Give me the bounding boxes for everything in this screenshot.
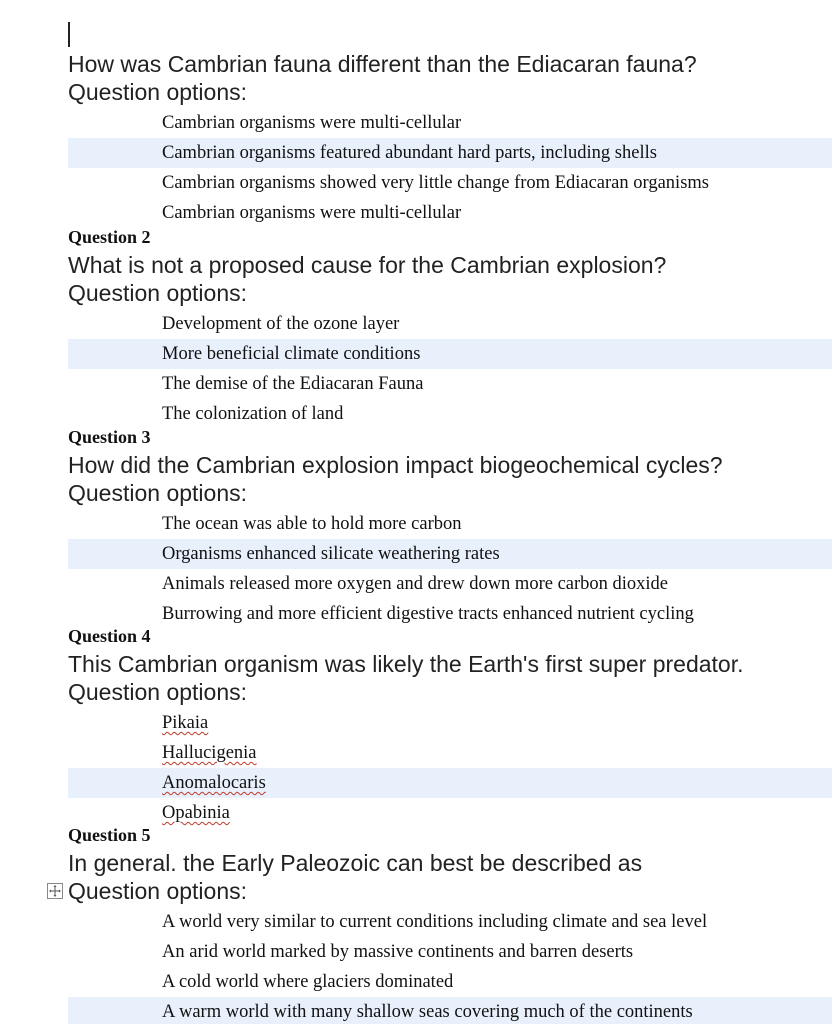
options-list: [68, 108, 832, 228]
question-text: In general. the Early Paleozoic can best be described as: [68, 850, 643, 876]
option-item[interactable]: [68, 708, 832, 738]
question-options-label: Question options:: [68, 679, 248, 705]
options-list: [68, 309, 832, 429]
question-options-label: Question options:: [68, 480, 248, 506]
table-move-handle-icon[interactable]: [47, 883, 63, 899]
option-item[interactable]: More beneficial climate conditions: [68, 339, 832, 369]
question-options-label: Question options:: [68, 280, 248, 306]
option-item[interactable]: Cambrian organisms showed very little change from Ediacaran organisms: [162, 173, 709, 193]
question-text: This Cambrian organism was likely the Earth's first super predator.: [68, 651, 744, 677]
option-item[interactable]: [68, 738, 832, 768]
option-item[interactable]: Cambrian organisms featured abundant hard parts, including shells: [68, 138, 832, 168]
option-item[interactable]: The ocean was able to hold more carbon: [162, 514, 462, 534]
option-item[interactable]: A cold world where glaciers dominated: [162, 972, 454, 992]
option-item[interactable]: An arid world marked by massive continents and barren deserts: [162, 942, 634, 962]
question-1: [68, 50, 832, 228]
question-2: [68, 227, 832, 429]
question-text: How did the Cambrian explosion impact biogeochemical cycles?: [68, 452, 723, 478]
text-cursor: [68, 22, 70, 47]
question-number: Question 2: [68, 227, 151, 247]
option-item[interactable]: Development of the ozone layer: [162, 314, 400, 334]
question-options-label: Question options:: [68, 79, 248, 105]
question-5: [68, 825, 832, 1024]
options-list: [68, 509, 832, 629]
option-item[interactable]: The colonization of land: [162, 404, 344, 424]
option-item[interactable]: Animals released more oxygen and drew down more carbon dioxide: [162, 574, 669, 594]
option-item[interactable]: Cambrian organisms were multi-cellular: [162, 113, 462, 133]
question-3: [68, 427, 832, 629]
option-text: Anomalocaris: [162, 773, 266, 793]
question-options-label: Question options:: [68, 878, 248, 904]
question-4: [68, 626, 832, 828]
question-text: What is not a proposed cause for the Cambrian explosion?: [68, 252, 667, 278]
option-item[interactable]: Organisms enhanced silicate weathering rates: [68, 539, 832, 569]
option-text: Opabinia: [162, 803, 230, 823]
option-item[interactable]: [68, 768, 832, 798]
option-item[interactable]: The demise of the Ediacaran Fauna: [162, 374, 424, 394]
question-number: Question 3: [68, 427, 151, 447]
option-item[interactable]: Cambrian organisms were multi-cellular: [162, 203, 462, 223]
option-text: Pikaia: [162, 713, 209, 733]
option-item[interactable]: [68, 798, 832, 828]
question-number: Question 5: [68, 825, 151, 845]
question-text: How was Cambrian fauna different than the Ediacaran fauna?: [68, 51, 697, 77]
question-number: Question 4: [68, 626, 151, 646]
options-list: [68, 708, 832, 828]
option-item[interactable]: A world very similar to current conditions including climate and sea level: [162, 912, 708, 932]
option-item[interactable]: A warm world with many shallow seas covering much of the continents: [68, 997, 832, 1024]
options-list: [68, 907, 832, 1024]
option-item[interactable]: Burrowing and more efficient digestive tracts enhanced nutrient cycling: [162, 604, 694, 624]
option-text: Hallucigenia: [162, 743, 257, 763]
